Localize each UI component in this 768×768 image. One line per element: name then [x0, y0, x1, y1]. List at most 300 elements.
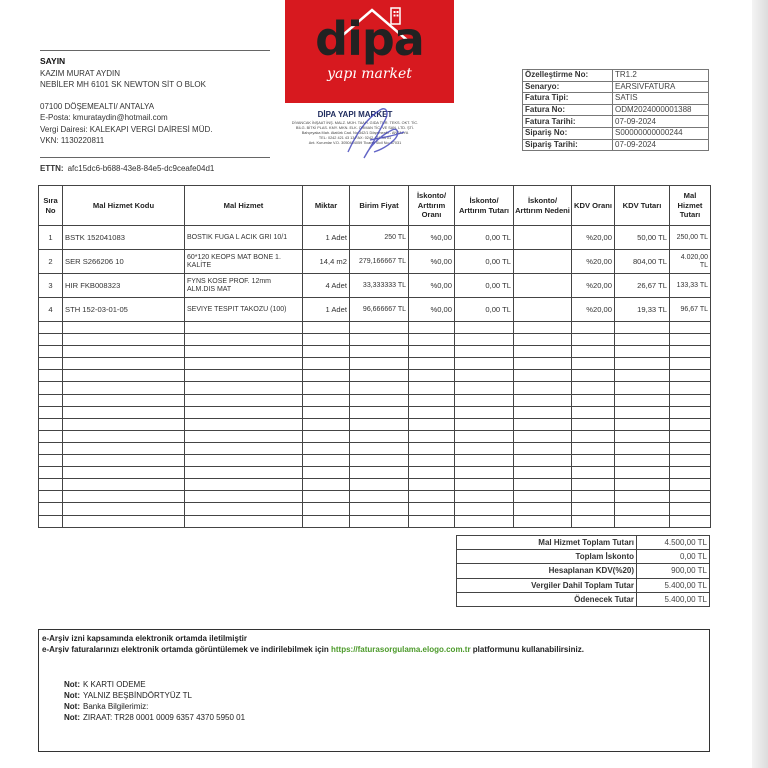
logo-brand: dipa: [315, 12, 424, 66]
empty-cell: [615, 503, 670, 515]
meta-label: Sipariş Tarihi:: [523, 139, 613, 151]
empty-cell: [350, 479, 409, 491]
empty-cell: [303, 467, 350, 479]
empty-cell: [63, 322, 185, 334]
empty-cell: [455, 394, 514, 406]
empty-cell: [303, 491, 350, 503]
empty-cell: [185, 394, 303, 406]
meta-value: S00000000000244: [613, 127, 709, 139]
empty-cell: [185, 358, 303, 370]
cell-name: SEVIYE TESPIT TAKOZU (100): [185, 298, 303, 322]
buyer-name: KAZIM MURAT AYDIN: [40, 68, 121, 78]
meta-label: Fatura Tipi:: [523, 93, 613, 105]
empty-cell: [572, 479, 615, 491]
cell-price: 33,333333 TL: [350, 274, 409, 298]
totals-label: Hesaplanan KDV(%20): [457, 564, 637, 578]
empty-cell: [615, 467, 670, 479]
empty-cell: [670, 370, 711, 382]
cell-vat-rate: %20,00: [572, 274, 615, 298]
empty-cell: [572, 346, 615, 358]
empty-cell: [455, 479, 514, 491]
empty-cell: [455, 430, 514, 442]
cell-disc-reason: [514, 226, 572, 250]
empty-cell: [39, 394, 63, 406]
empty-cell: [514, 346, 572, 358]
empty-cell: [39, 467, 63, 479]
cell-no: 1: [39, 226, 63, 250]
empty-row: [39, 442, 711, 454]
empty-row: [39, 515, 711, 527]
column-header: Birim Fiyat: [350, 186, 409, 226]
meta-value: SATIS: [613, 93, 709, 105]
empty-cell: [455, 455, 514, 467]
totals-table: [456, 535, 710, 607]
empty-cell: [185, 322, 303, 334]
empty-cell: [350, 430, 409, 442]
buyer-address1: NEBİLER MH 6101 SK NEWTON SİT O BLOK: [40, 80, 206, 89]
empty-cell: [409, 455, 455, 467]
meta-value: EARSIVFATURA: [613, 81, 709, 93]
empty-row: [39, 394, 711, 406]
empty-cell: [514, 467, 572, 479]
meta-label: Özelleştirme No:: [523, 70, 613, 82]
empty-cell: [455, 503, 514, 515]
note-label: Not:: [64, 680, 80, 689]
empty-cell: [670, 515, 711, 527]
cell-total: 133,33 TL: [670, 274, 711, 298]
cell-disc-reason: [514, 250, 572, 274]
cell-code: SER S266206 10: [63, 250, 185, 274]
empty-cell: [615, 479, 670, 491]
empty-cell: [409, 418, 455, 430]
buyer-bottom-rule: [40, 157, 270, 158]
empty-cell: [514, 370, 572, 382]
seller-line5: Ant. Kurumlar V.D. 3050494059 Ticaret Sicil No: 67031: [308, 141, 402, 145]
note-text: Banka Bilgilerimiz:: [83, 702, 149, 711]
meta-label: Fatura Tarihi:: [523, 116, 613, 128]
empty-cell: [185, 382, 303, 394]
meta-row: [523, 116, 709, 128]
note-item: [59, 679, 706, 690]
cell-disc-amount: 0,00 TL: [455, 274, 514, 298]
seller-name: DİPA YAPI MARKET: [317, 110, 393, 119]
seller-line4: TEL: 0242 421 43 13 FAX: 0242 421 43 01: [318, 136, 392, 140]
empty-cell: [185, 406, 303, 418]
cell-disc-rate: %0,00: [409, 226, 455, 250]
empty-cell: [615, 491, 670, 503]
cell-disc-amount: 0,00 TL: [455, 226, 514, 250]
totals-value: 0,00 TL: [637, 550, 710, 564]
empty-cell: [303, 322, 350, 334]
cell-vat-amount: 804,00 TL: [615, 250, 670, 274]
column-header: Mal Hizmet: [185, 186, 303, 226]
empty-cell: [409, 382, 455, 394]
totals-label: Ödenecek Tutar: [457, 592, 637, 606]
column-header: Sıra No: [39, 186, 63, 226]
meta-label: Sipariş No:: [523, 127, 613, 139]
table-row: [39, 250, 711, 274]
empty-cell: [303, 418, 350, 430]
empty-cell: [63, 382, 185, 394]
empty-cell: [409, 406, 455, 418]
meta-label: Senaryo:: [523, 81, 613, 93]
empty-cell: [409, 334, 455, 346]
empty-cell: [185, 515, 303, 527]
meta-row: [523, 81, 709, 93]
empty-cell: [409, 467, 455, 479]
ettn-line: [40, 164, 214, 173]
empty-cell: [350, 515, 409, 527]
empty-cell: [615, 346, 670, 358]
empty-row: [39, 334, 711, 346]
logo-tagline: yapı market: [327, 66, 412, 82]
column-header: Mal Hizmet Kodu: [63, 186, 185, 226]
empty-cell: [670, 406, 711, 418]
empty-cell: [514, 322, 572, 334]
meta-value: 07-09-2024: [613, 139, 709, 151]
empty-cell: [185, 442, 303, 454]
empty-cell: [670, 382, 711, 394]
empty-cell: [572, 455, 615, 467]
empty-cell: [350, 491, 409, 503]
empty-cell: [63, 515, 185, 527]
empty-cell: [39, 382, 63, 394]
empty-cell: [409, 430, 455, 442]
empty-cell: [39, 334, 63, 346]
empty-cell: [572, 442, 615, 454]
totals-row: [457, 536, 710, 550]
column-header: İskonto/ Arttırım Oranı: [409, 186, 455, 226]
empty-cell: [39, 491, 63, 503]
empty-cell: [409, 515, 455, 527]
empty-cell: [303, 370, 350, 382]
empty-cell: [303, 442, 350, 454]
buyer-block: [40, 56, 290, 147]
empty-cell: [572, 358, 615, 370]
buyer-vkn: VKN: 1130220811: [40, 136, 105, 145]
empty-cell: [455, 467, 514, 479]
empty-cell: [572, 406, 615, 418]
empty-row: [39, 503, 711, 515]
empty-cell: [350, 370, 409, 382]
ettn-value: afc15dc6-b688-43e8-84e5-dc9ceafe04d1: [67, 164, 215, 173]
empty-cell: [455, 491, 514, 503]
cell-vat-rate: %20,00: [572, 250, 615, 274]
empty-cell: [514, 358, 572, 370]
meta-row: [523, 104, 709, 116]
cell-disc-amount: 0,00 TL: [455, 250, 514, 274]
empty-cell: [670, 394, 711, 406]
empty-cell: [514, 515, 572, 527]
totals-label: Toplam İskonto: [457, 550, 637, 564]
column-header: Miktar: [303, 186, 350, 226]
cell-code: BSTK 152041083: [63, 226, 185, 250]
cell-price: 279,166667 TL: [350, 250, 409, 274]
empty-cell: [514, 406, 572, 418]
meta-value: TR1.2: [613, 70, 709, 82]
empty-cell: [615, 394, 670, 406]
cell-total: 250,00 TL: [670, 226, 711, 250]
empty-row: [39, 455, 711, 467]
empty-cell: [350, 503, 409, 515]
empty-cell: [514, 418, 572, 430]
cell-disc-reason: [514, 298, 572, 322]
empty-cell: [514, 503, 572, 515]
empty-row: [39, 430, 711, 442]
column-header: İskonto/ Arttırım Tutarı: [455, 186, 514, 226]
empty-cell: [63, 479, 185, 491]
seller-line3: Bahçeyaka Mah. Atatürk Cad. No:342/1 Döşemealtı - ANTALYA: [301, 131, 409, 135]
empty-cell: [39, 322, 63, 334]
empty-cell: [670, 322, 711, 334]
empty-cell: [350, 442, 409, 454]
empty-cell: [185, 467, 303, 479]
empty-cell: [185, 430, 303, 442]
empty-cell: [572, 334, 615, 346]
page-edge-shadow: [752, 0, 768, 768]
empty-cell: [63, 334, 185, 346]
empty-cell: [350, 346, 409, 358]
empty-cell: [572, 418, 615, 430]
empty-cell: [615, 322, 670, 334]
totals-row: [457, 578, 710, 592]
empty-cell: [350, 358, 409, 370]
totals-label: Vergiler Dahil Toplam Tutar: [457, 578, 637, 592]
empty-cell: [303, 358, 350, 370]
empty-cell: [455, 418, 514, 430]
signature-stamp-icon: [340, 100, 410, 170]
empty-cell: [572, 430, 615, 442]
seller-line1: DİVANCAK İNŞAAT İNŞ. MALZ. MÜH. TAAH. GIDA TUR. TEKS. OKT. TİC.: [291, 121, 419, 125]
totals-row: [457, 564, 710, 578]
empty-cell: [303, 479, 350, 491]
empty-cell: [514, 394, 572, 406]
empty-cell: [39, 503, 63, 515]
cell-total: 4.020,00 TL: [670, 250, 711, 274]
totals-value: 5.400,00 TL: [637, 592, 710, 606]
meta-value: ODM2024000001388: [613, 104, 709, 116]
empty-cell: [670, 430, 711, 442]
meta-row: [523, 70, 709, 82]
note-item: [59, 690, 706, 701]
cell-disc-amount: 0,00 TL: [455, 298, 514, 322]
empty-cell: [615, 515, 670, 527]
empty-cell: [39, 418, 63, 430]
empty-cell: [615, 418, 670, 430]
empty-cell: [409, 442, 455, 454]
empty-cell: [39, 370, 63, 382]
empty-cell: [350, 394, 409, 406]
empty-cell: [409, 370, 455, 382]
note-label: Not:: [64, 713, 80, 722]
note-text: ZIRAAT: TR28 0001 0009 6357 4370 5950 01: [83, 713, 246, 722]
totals-value: 5.400,00 TL: [637, 578, 710, 592]
note-list: [42, 679, 706, 723]
invoice-meta-table: [522, 69, 709, 151]
cell-qty: 1 Adet: [303, 226, 350, 250]
empty-row: [39, 346, 711, 358]
notes-line2: [42, 644, 706, 655]
empty-cell: [615, 382, 670, 394]
empty-cell: [670, 503, 711, 515]
empty-row: [39, 322, 711, 334]
empty-cell: [572, 515, 615, 527]
empty-cell: [350, 418, 409, 430]
empty-cell: [670, 358, 711, 370]
empty-cell: [63, 442, 185, 454]
empty-cell: [63, 418, 185, 430]
empty-cell: [303, 382, 350, 394]
empty-cell: [572, 491, 615, 503]
note-text: YALNIZ BEŞBİNDÖRTYÜZ TL: [83, 691, 192, 700]
empty-cell: [455, 406, 514, 418]
buyer-email[interactable]: E-Posta: kmurataydin@hotmail.com: [40, 113, 168, 122]
cell-name: BOSTIK FUGA L ACIK GRI 10/1: [185, 226, 303, 250]
empty-cell: [63, 346, 185, 358]
column-header: İskonto/ Arttırım Nedeni: [514, 186, 572, 226]
buyer-top-rule: [40, 50, 270, 51]
notes-portal-link[interactable]: https://faturasorgulama.elogo.com.tr: [330, 645, 471, 654]
empty-cell: [514, 455, 572, 467]
empty-cell: [514, 442, 572, 454]
empty-cell: [455, 515, 514, 527]
empty-cell: [303, 394, 350, 406]
empty-cell: [63, 491, 185, 503]
totals-label: Mal Hizmet Toplam Tutarı: [457, 536, 637, 550]
notes-line2-pre: e-Arşiv faturalarınızı elektronik ortamda görüntülemek ve indirilebilmek için: [42, 645, 329, 654]
cell-qty: 14,4 m2: [303, 250, 350, 274]
empty-row: [39, 467, 711, 479]
cell-code: HIR FKB008323: [63, 274, 185, 298]
empty-cell: [670, 334, 711, 346]
empty-cell: [514, 491, 572, 503]
cell-vat-rate: %20,00: [572, 298, 615, 322]
empty-cell: [409, 322, 455, 334]
buyer-salutation: SAYIN: [40, 56, 66, 66]
cell-no: 2: [39, 250, 63, 274]
empty-cell: [63, 370, 185, 382]
empty-row: [39, 479, 711, 491]
cell-disc-reason: [514, 274, 572, 298]
cell-qty: 4 Adet: [303, 274, 350, 298]
items-table: [38, 185, 711, 528]
empty-cell: [455, 346, 514, 358]
empty-cell: [39, 430, 63, 442]
empty-cell: [63, 406, 185, 418]
empty-cell: [185, 455, 303, 467]
cell-vat-amount: 26,67 TL: [615, 274, 670, 298]
empty-cell: [350, 382, 409, 394]
cell-vat-rate: %20,00: [572, 226, 615, 250]
empty-cell: [303, 334, 350, 346]
empty-cell: [455, 334, 514, 346]
empty-cell: [350, 322, 409, 334]
empty-cell: [350, 467, 409, 479]
empty-cell: [303, 406, 350, 418]
note-item: [59, 712, 706, 723]
empty-row: [39, 406, 711, 418]
empty-cell: [303, 503, 350, 515]
totals-value: 4.500,00 TL: [637, 536, 710, 550]
empty-cell: [350, 334, 409, 346]
note-text: K KARTI ODEME: [83, 680, 146, 689]
empty-cell: [455, 358, 514, 370]
meta-label: Fatura No:: [523, 104, 613, 116]
cell-name: FYNS KOSE PROF. 12mm ALM.DIS MAT: [185, 274, 303, 298]
empty-row: [39, 358, 711, 370]
empty-cell: [670, 479, 711, 491]
column-header: KDV Tutarı: [615, 186, 670, 226]
empty-cell: [409, 491, 455, 503]
cell-name: 60*120 KEOPS MAT BONE 1. KALİTE: [185, 250, 303, 274]
table-row: [39, 274, 711, 298]
empty-cell: [455, 370, 514, 382]
empty-cell: [409, 503, 455, 515]
empty-cell: [185, 346, 303, 358]
buyer-tax-office: Vergi Dairesi: KALEKAPI VERGİ DAİRESİ MÜD.: [40, 124, 213, 134]
empty-cell: [455, 322, 514, 334]
empty-cell: [615, 455, 670, 467]
empty-cell: [409, 479, 455, 491]
empty-cell: [409, 358, 455, 370]
empty-cell: [514, 430, 572, 442]
empty-cell: [409, 394, 455, 406]
ettn-label: ETTN:: [40, 164, 64, 173]
empty-cell: [63, 394, 185, 406]
empty-cell: [303, 346, 350, 358]
table-row: [39, 226, 711, 250]
empty-cell: [572, 370, 615, 382]
column-header: Mal Hizmet Tutarı: [670, 186, 711, 226]
empty-cell: [615, 370, 670, 382]
empty-cell: [409, 346, 455, 358]
empty-cell: [39, 442, 63, 454]
notes-line2-post: platformunu kullanabilirsiniz.: [472, 645, 584, 654]
empty-cell: [572, 503, 615, 515]
totals-row: [457, 550, 710, 564]
cell-price: 96,666667 TL: [350, 298, 409, 322]
empty-row: [39, 382, 711, 394]
empty-cell: [39, 406, 63, 418]
empty-cell: [39, 515, 63, 527]
totals-value: 900,00 TL: [637, 564, 710, 578]
empty-cell: [39, 346, 63, 358]
empty-cell: [615, 358, 670, 370]
cell-price: 250 TL: [350, 226, 409, 250]
totals-row: [457, 592, 710, 606]
cell-vat-amount: 19,33 TL: [615, 298, 670, 322]
empty-cell: [39, 479, 63, 491]
empty-cell: [572, 322, 615, 334]
cell-qty: 1 Adet: [303, 298, 350, 322]
meta-row: [523, 139, 709, 151]
empty-cell: [350, 406, 409, 418]
empty-cell: [615, 442, 670, 454]
empty-row: [39, 370, 711, 382]
empty-cell: [185, 334, 303, 346]
column-header: KDV Oranı: [572, 186, 615, 226]
empty-cell: [303, 455, 350, 467]
meta-row: [523, 127, 709, 139]
note-label: Not:: [64, 691, 80, 700]
empty-cell: [63, 503, 185, 515]
empty-cell: [63, 358, 185, 370]
empty-row: [39, 418, 711, 430]
empty-cell: [670, 491, 711, 503]
meta-value: 07-09-2024: [613, 116, 709, 128]
empty-cell: [185, 370, 303, 382]
notes-line1: e-Arşiv izni kapsamında elektronik ortamda iletilmiştir: [42, 634, 247, 643]
